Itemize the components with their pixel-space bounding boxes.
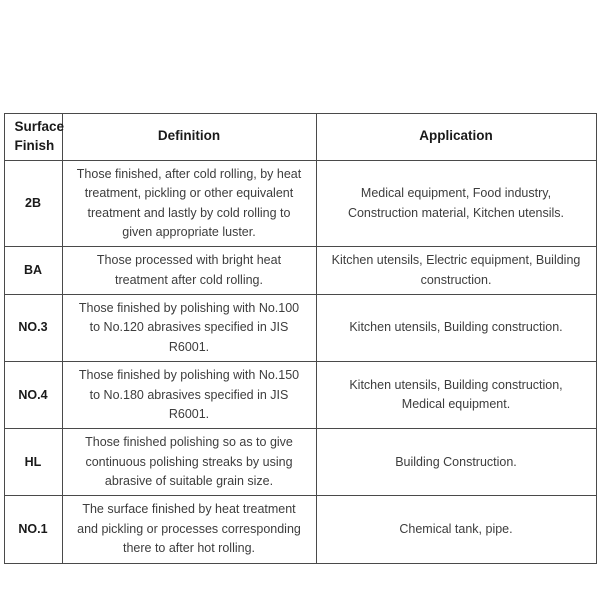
cell-application: Building Construction.	[316, 429, 596, 496]
cell-definition: Those finished by polishing with No.150 to No.180 abrasives specified in JIS R6001.	[62, 362, 316, 429]
table-row	[4, 362, 596, 429]
cell-finish: NO.4	[4, 362, 62, 429]
table-row	[4, 429, 596, 496]
table-body	[4, 160, 596, 563]
cell-finish: HL	[4, 429, 62, 496]
cell-application: Medical equipment, Food industry, Construction material, Kitchen utensils.	[316, 160, 596, 247]
cell-definition: Those processed with bright heat treatment after cold rolling.	[62, 247, 316, 295]
cell-finish: 2B	[4, 160, 62, 247]
cell-definition: Those finished polishing so as to give continuous polishing streaks by using abrasive of suitable grain size.	[62, 429, 316, 496]
table-row	[4, 295, 596, 362]
cell-definition: Those finished by polishing with No.100 to No.120 abrasives specified in JIS R6001.	[62, 295, 316, 362]
table-row	[4, 247, 596, 295]
table-header	[4, 114, 596, 161]
header-surface-finish: Surface Finish	[4, 114, 62, 161]
table-row	[4, 496, 596, 563]
surface-finish-table	[4, 113, 597, 564]
cell-finish: BA	[4, 247, 62, 295]
cell-finish: NO.3	[4, 295, 62, 362]
header-application: Application	[316, 114, 596, 161]
cell-application: Chemical tank, pipe.	[316, 496, 596, 563]
cell-application: Kitchen utensils, Building construction, Medical equipment.	[316, 362, 596, 429]
cell-finish: NO.1	[4, 496, 62, 563]
cell-definition: Those finished, after cold rolling, by heat treatment, pickling or other equivalent treatment and lastly by cold rolling to given appropriate luster.	[62, 160, 316, 247]
table-row	[4, 160, 596, 247]
header-definition: Definition	[62, 114, 316, 161]
cell-application: Kitchen utensils, Electric equipment, Building construction.	[316, 247, 596, 295]
cell-application: Kitchen utensils, Building construction.	[316, 295, 596, 362]
cell-definition: The surface finished by heat treatment and pickling or processes corresponding there to after hot rolling.	[62, 496, 316, 563]
header-row	[4, 114, 596, 161]
